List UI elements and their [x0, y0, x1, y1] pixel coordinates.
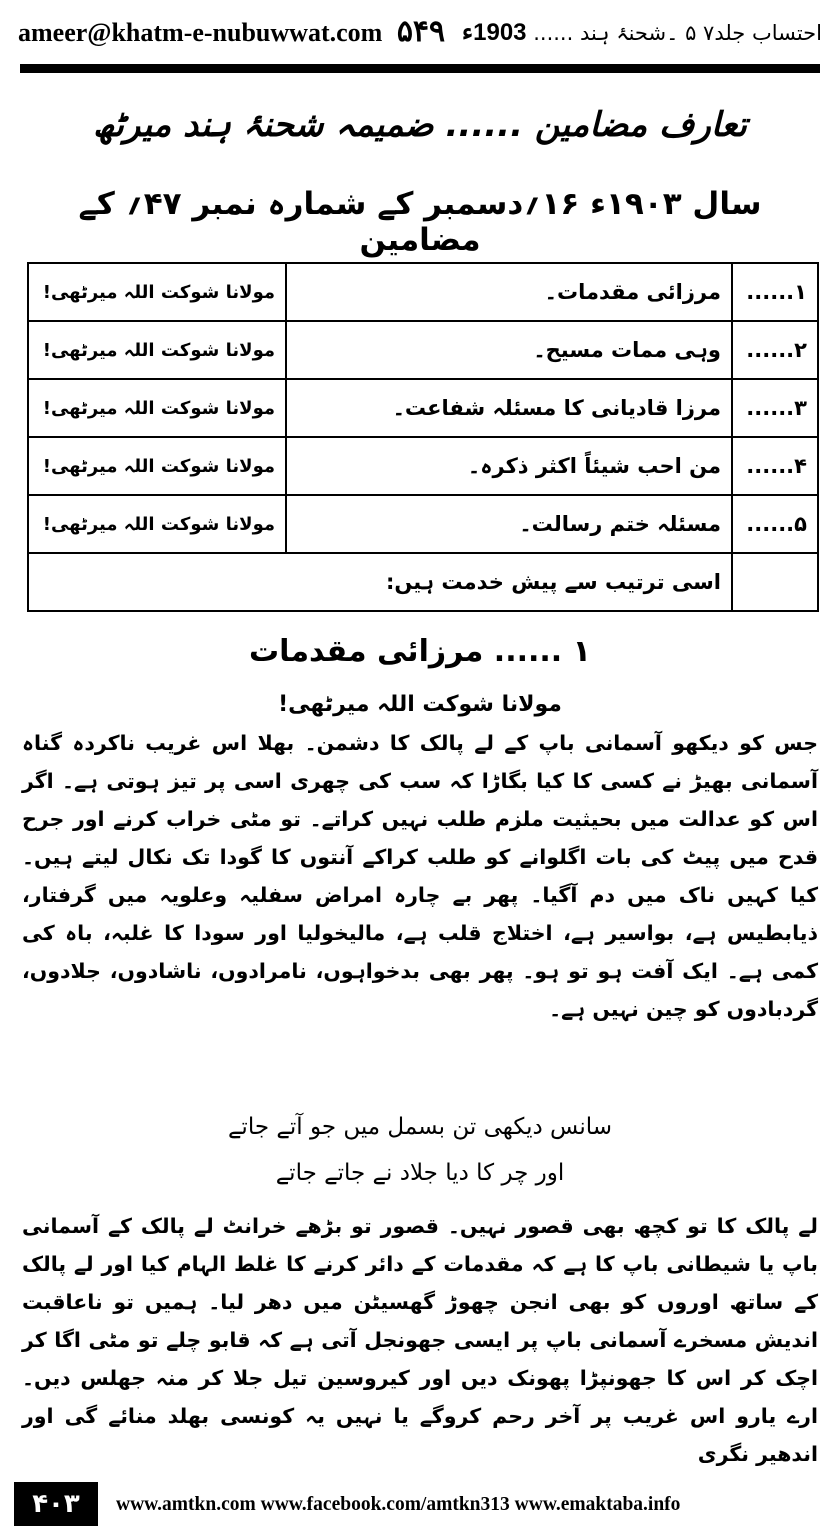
page-title: تعارف مضامین ...... ضمیمہ شحنۂ ہند میرٹھ [92, 105, 747, 145]
toc-number: ۱...... [732, 263, 818, 321]
footer-page-badge: ۴۰۳ [14, 1482, 98, 1526]
toc-number: ۴...... [732, 437, 818, 495]
footer-links[interactable]: www.amtkn.com www.facebook.com/amtkn313 www.emaktaba.info [116, 1494, 681, 1515]
table-row [28, 379, 818, 437]
body-paragraph: لے پالک کا تو کچھ بھی قصور نہیں۔ قصور تو بڑھے خرانٹ لے پالک کے آسمانی باپ یا شیطانی باپ کا ہے کہ مقدمات کے دائر کرنے کا غلط الہام کیا اور لے پالک کے ساتھ اوروں کو بھی انجن چھوڑ گھسیٹن میں دھر لیا۔ ہمیں تو ناعاقبت اندیش مسخرے آسمانی باپ پر ایسی جھونجل آتی ہے کہ قابو چلے تو مٹی اگا کر اچک کر اس کا جھونپڑا پھونک دیں اور کیروسین تیل جلا کر منہ جھلس دیں۔ ارے یارو اس غریب پر آخر رحم کروگے یا نہیں یہ کونسی بھلد منائے گی اور اندھیر نگری [22, 1214, 818, 1466]
header-right [462, 18, 822, 47]
verse-line: سانس دیکھی تن بسمل میں جو آتے جاتے [227, 1114, 613, 1140]
table-row [28, 263, 818, 321]
toc-note: اسی ترتیب سے پیش خدمت ہیں: [28, 553, 732, 611]
table-row [28, 437, 818, 495]
page-subtitle: سال ۱۹۰۳ء ۱۶؍دسمبر کے شمارہ نمبر ۴۷؍ کے مضامین [78, 186, 762, 258]
toc-title: مسئلہ ختم رسالت۔ [286, 495, 732, 553]
toc-title: وہی ممات مسیح۔ [286, 321, 732, 379]
header-page-number: ۵۴۹ [396, 15, 446, 48]
contents-table [27, 262, 819, 612]
body-paragraph: جس کو دیکھو آسمانی باپ کے لے پالک کا دشمن۔ بھلا اس غریب ناکردہ گناہ آسمانی بھیڑ نے کسی کا کیا بگاڑا کہ سب کی چھری اسی پر تیز ہوتی ہے۔ اگر اس کو عدالت میں بحیثیت ملزم طلب نہیں کراتے۔ تو مٹی خراب کرنے اور جرح قدح میں پیٹ کی بات اگلوانے کو طلب کراکے آنتوں کا گودا تک نکال لیتے ہیں۔ کیا کہیں ناک میں دم آگیا۔ پھر بے چارہ امراض سفلیہ وعلویہ میں گرفتار، ذیابطیس ہے، بواسیر ہے، اختلاج قلب ہے، مالیخولیا اور سودا کا غلبہ، باہ کی کمی ہے۔ ایک آفت ہو تو ہو۔ پھر بھی بدخواہوں، نامرادوں، ناشادوں، جلادوں، گردبادوں کو چین نہیں ہے۔ [22, 731, 818, 1021]
table-row [28, 553, 818, 611]
header-left [18, 14, 445, 49]
toc-number: ۵...... [732, 495, 818, 553]
table-row [28, 495, 818, 553]
toc-author: مولانا شوکت اللہ میرٹھی! [28, 379, 286, 437]
page-header [0, 0, 840, 66]
toc-author: مولانا شوکت اللہ میرٹھی! [28, 263, 286, 321]
toc-title: مرزائی مقدمات۔ [286, 263, 732, 321]
header-email[interactable]: ameer@khatm-e-nubuwwat.com [18, 18, 383, 47]
table-row [28, 321, 818, 379]
header-journal: احتساب جلد۷ ۵ ۔شحنۂ ہند ...... [533, 21, 822, 45]
verse-line: اور چر کا دیا جلاد نے جاتے جاتے [275, 1160, 565, 1186]
toc-number: ۳...... [732, 379, 818, 437]
toc-author: مولانا شوکت اللہ میرٹھی! [28, 495, 286, 553]
header-year: 1903ء [461, 19, 527, 46]
toc-author: مولانا شوکت اللہ میرٹھی! [28, 321, 286, 379]
section-author: مولانا شوکت اللہ میرٹھی! [278, 692, 562, 717]
header-rule [20, 64, 820, 73]
toc-title: مرزا قادیانی کا مسئلہ شفاعت۔ [286, 379, 732, 437]
toc-number: ۲...... [732, 321, 818, 379]
toc-title: من احب شیئاً اکثر ذکرہ۔ [286, 437, 732, 495]
section-heading: ۱ ...... مرزائی مقدمات [249, 634, 591, 669]
toc-author: مولانا شوکت اللہ میرٹھی! [28, 437, 286, 495]
toc-number-empty [732, 553, 818, 611]
